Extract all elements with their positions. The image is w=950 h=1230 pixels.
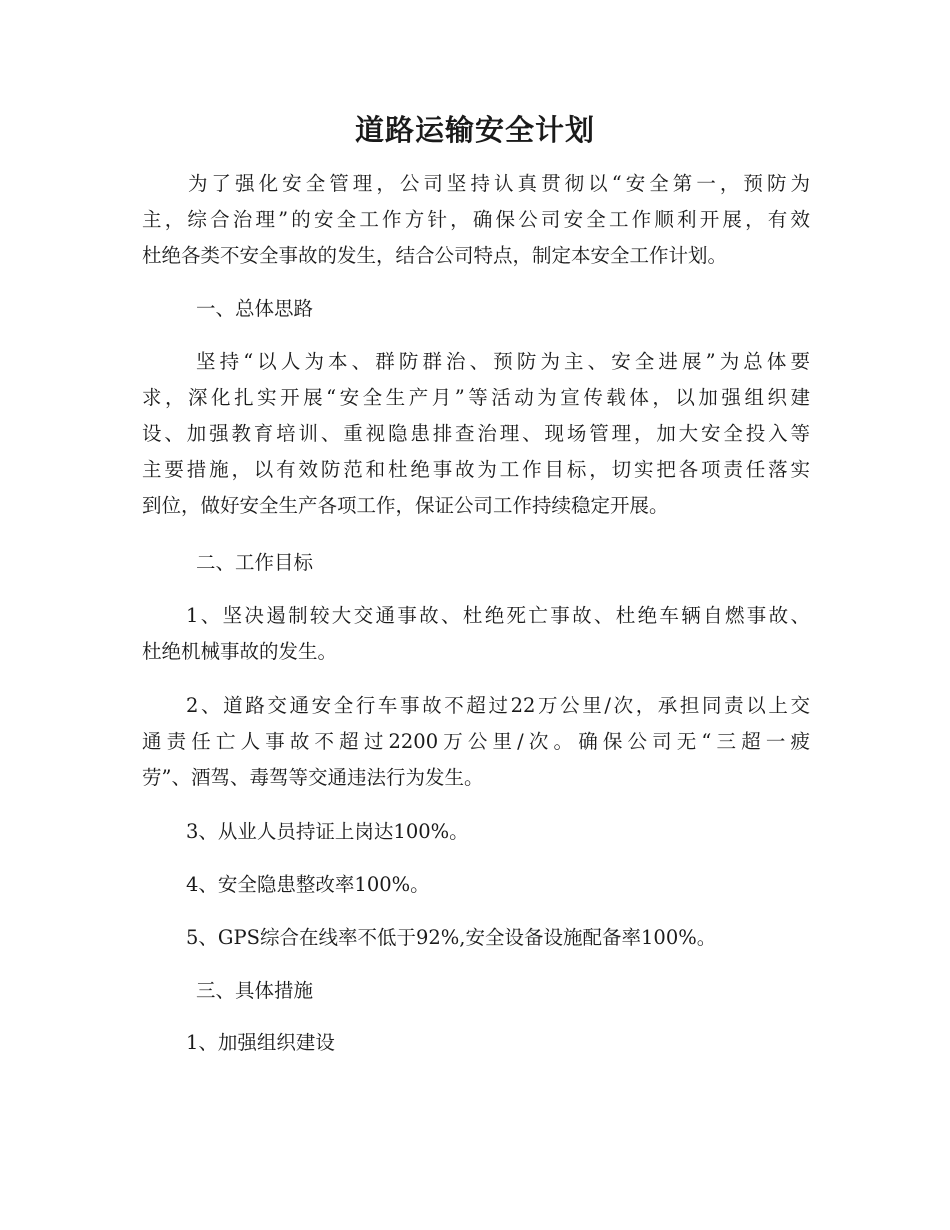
measure-item-1: 1、加强组织建设 [186,1031,335,1054]
paragraph-line: 设、加强教育培训、重视隐患排查治理、现场管理，加大安全投入等 [142,422,810,445]
goal-item-3: 3、从业人员持证上岗达100%。 [186,820,469,843]
section-heading-1: 一、总体思路 [196,297,314,320]
paragraph-line: 求，深化扎实开展“安全生产月”等活动为宣传载体，以加强组织建 [142,386,810,409]
goal-item-1 [142,598,810,670]
intro-line: 杜绝各类不安全事故的发生，结合公司特点，制定本安全工作计划。 [142,244,728,267]
intro-line: 为了强化安全管理，公司坚持认真贯彻以“安全第一，预防为 [188,172,810,195]
paragraph-line: 主要措施，以有效防范和杜绝事故为工作目标，切实把各项责任落实 [142,458,810,481]
goal-item-5: 5、GPS综合在线率不低于92%,安全设备设施配备率100%。 [186,926,717,949]
intro-line: 主，综合治理”的安全工作方针，确保公司安全工作顺利开展，有效 [142,208,810,231]
section-heading-3: 三、具体措施 [196,979,314,1002]
goal-line: 2、道路交通安全行车事故不超过22万公里/次，承担同责以上交 [186,694,810,717]
paragraph-line: 到位，做好安全生产各项工作，保证公司工作持续稳定开展。 [142,494,669,517]
goal-line: 通责任亡人事故不超过2200万公里/次。确保公司无“三超一疲 [142,730,810,753]
section-heading-2: 二、工作目标 [196,551,314,574]
goal-item-2 [142,688,810,796]
goal-line: 劳”、酒驾、毒驾等交通违法行为发生。 [142,766,484,789]
goal-line: 1、坚决遏制较大交通事故、杜绝死亡事故、杜绝车辆自燃事故、 [186,604,810,627]
document-title: 道路运输安全计划 [354,113,595,147]
intro-paragraph [142,166,810,274]
goal-item-4: 4、安全隐患整改率100%。 [186,873,430,896]
section1-paragraph [142,344,810,524]
goal-line: 杜绝机械事故的发生。 [142,640,338,663]
paragraph-line: 坚持“以人为本、群防群治、预防为主、安全进展”为总体要 [196,350,810,373]
